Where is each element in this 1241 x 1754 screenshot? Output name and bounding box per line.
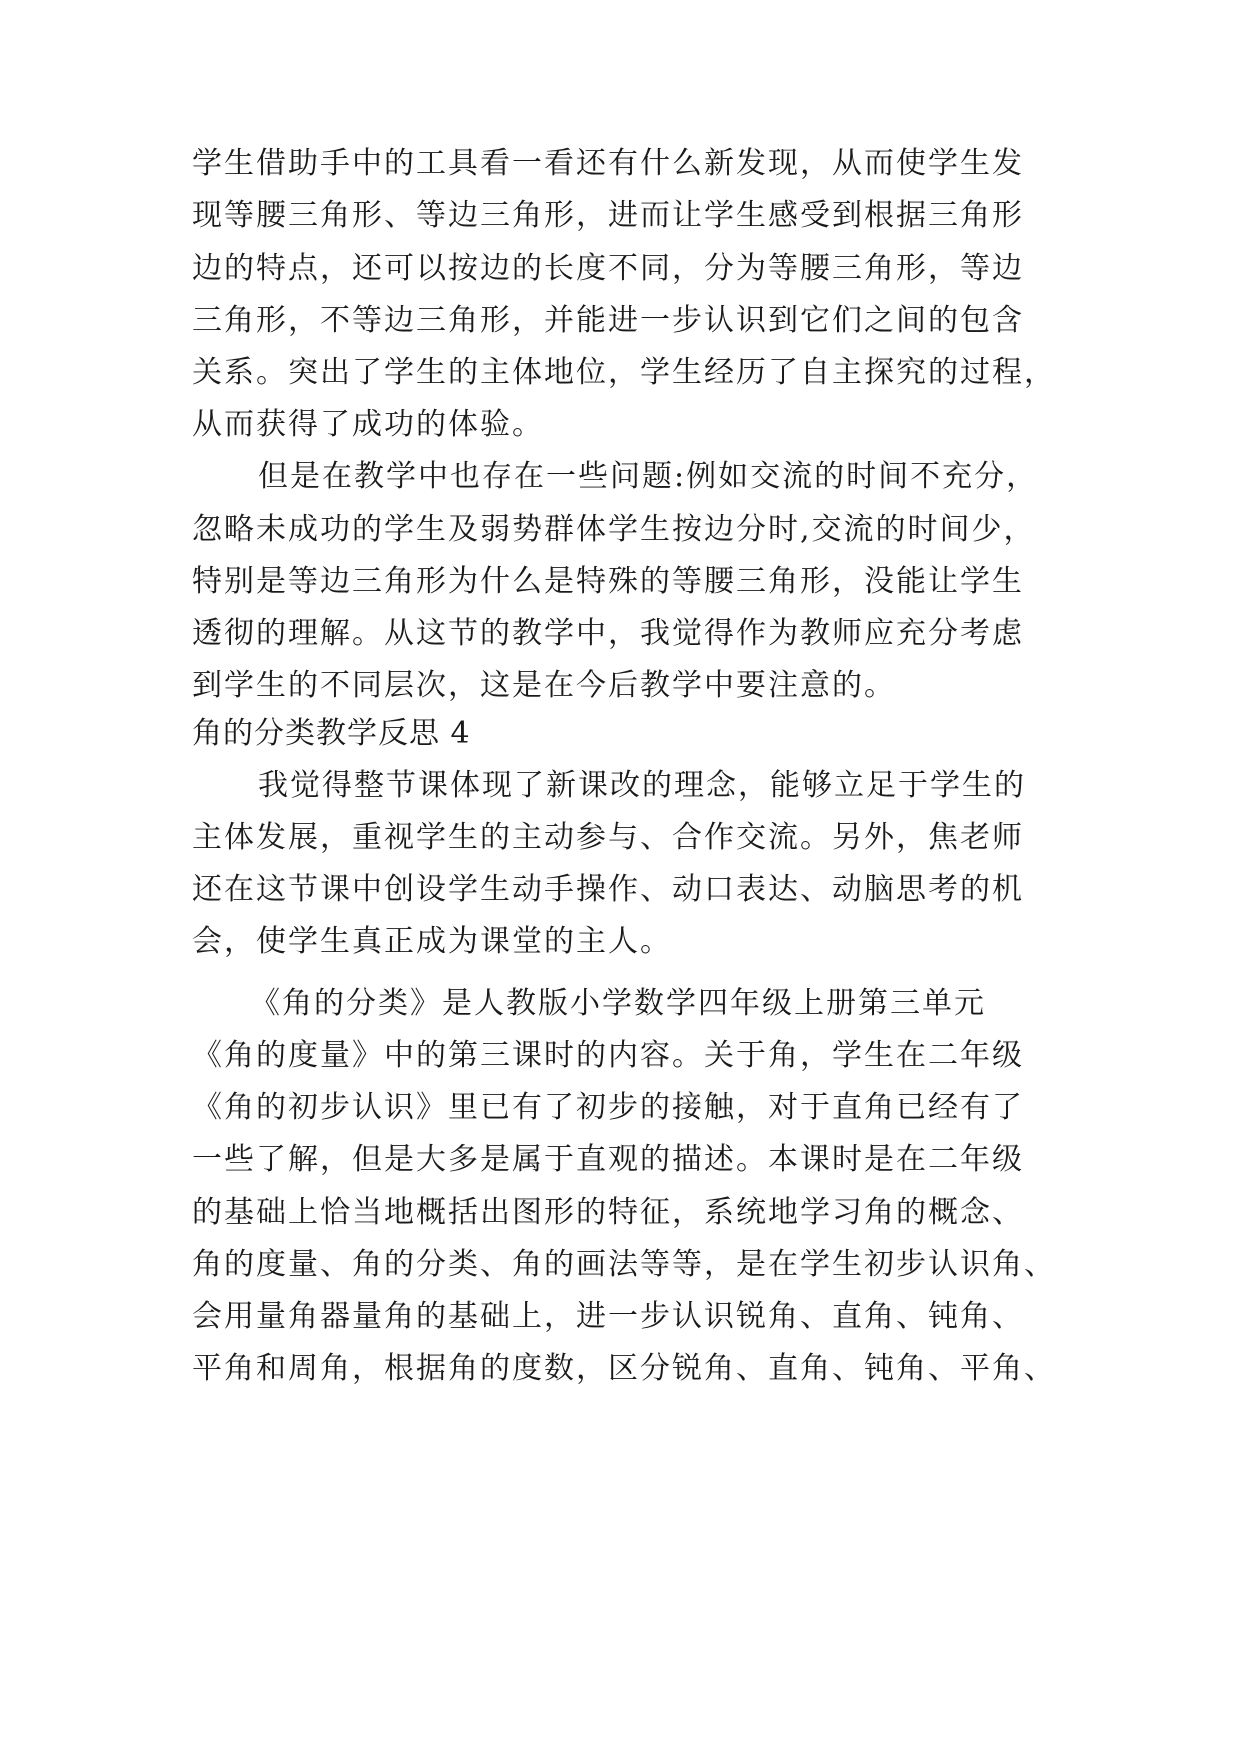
- text-line: 特别是等边三角形为什么是特殊的等腰三角形，没能让学生: [192, 564, 1024, 599]
- text-line: 《角的分类》是人教版小学数学四年级上册第三单元: [250, 986, 986, 1021]
- section-heading: 角的分类教学反思 4: [192, 716, 471, 751]
- text-line: 会用量角器量角的基础上，进一步认识锐角、直角、钝角、: [192, 1299, 1024, 1334]
- text-line: 还在这节课中创设学生动手操作、动口表达、动脑思考的机: [192, 872, 1024, 907]
- text-line: 边的特点，还可以按边的长度不同，分为等腰三角形，等边: [192, 251, 1024, 286]
- text-line: 忽略未成功的学生及弱势群体学生按边分时,交流的时间少，: [192, 512, 1036, 547]
- text-line: 《角的度量》中的第三课时的内容。关于角，学生在二年级: [192, 1038, 1024, 1073]
- text-line: 会，使学生真正成为课堂的主人。: [192, 924, 672, 959]
- text-line: 主体发展，重视学生的主动参与、合作交流。另外，焦老师: [192, 820, 1024, 855]
- text-line: 一些了解，但是大多是属于直观的描述。本课时是在二年级: [192, 1142, 1024, 1177]
- text-line: 到学生的不同层次，这是在今后教学中要注意的。: [192, 668, 896, 703]
- text-line: 《角的初步认识》里已有了初步的接触，对于直角已经有了: [192, 1090, 1024, 1125]
- text-line: 但是在教学中也存在一些问题:例如交流的时间不充分，: [258, 459, 1039, 494]
- text-line: 现等腰三角形、等边三角形，进而让学生感受到根据三角形: [192, 198, 1024, 233]
- text-line: 的基础上恰当地概括出图形的特征，系统地学习角的概念、: [192, 1195, 1024, 1230]
- text-line: 从而获得了成功的体验。: [192, 407, 544, 442]
- text-line: 我觉得整节课体现了新课改的理念，能够立足于学生的: [258, 768, 1026, 803]
- text-line: 透彻的理解。从这节的教学中，我觉得作为教师应充分考虑: [192, 616, 1024, 651]
- text-line: 关系。突出了学生的主体地位，学生经历了自主探究的过程，: [192, 355, 1056, 390]
- text-line: 学生借助手中的工具看一看还有什么新发现，从而使学生发: [192, 146, 1024, 181]
- text-line: 三角形，不等边三角形，并能进一步认识到它们之间的包含: [192, 303, 1024, 338]
- text-line: 角的度量、角的分类、角的画法等等，是在学生初步认识角、: [192, 1247, 1056, 1282]
- text-line: 平角和周角，根据角的度数，区分锐角、直角、钝角、平角、: [192, 1351, 1056, 1386]
